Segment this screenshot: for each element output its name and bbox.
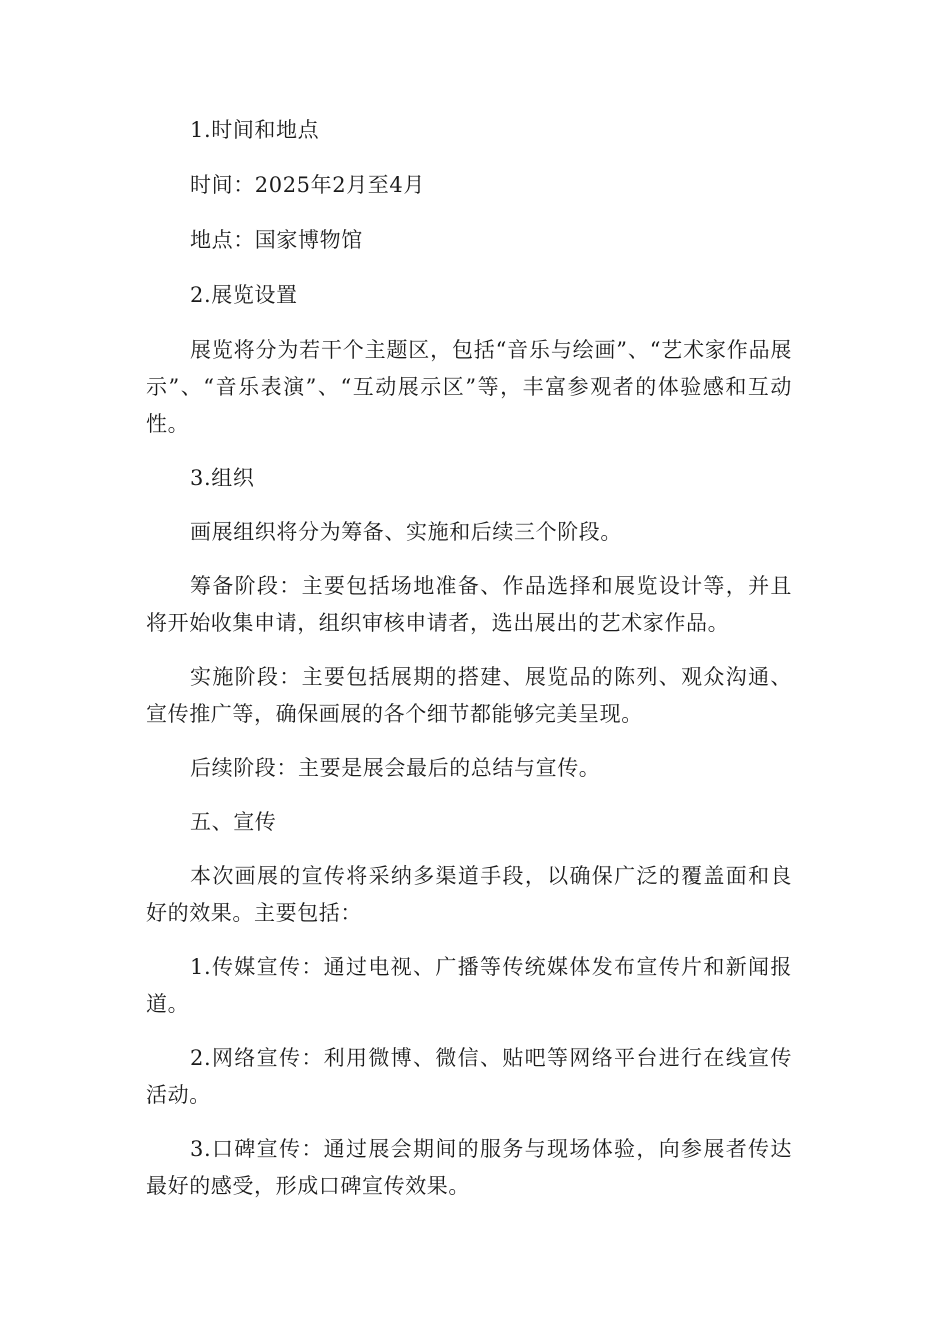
organization-paragraph: 画展组织将分为筹备、实施和后续三个阶段。 xyxy=(190,520,622,544)
media-promotion-paragraph: 1.传媒宣传：通过电视、广播等传统媒体发布宣传片和新闻报道。 xyxy=(146,955,792,1016)
exhibition-setup-paragraph: 展览将分为若干个主题区，包括“音乐与绘画”、“艺术家作品展示”、“音乐表演”、“互动展示区”等，丰富参观者的体验感和互动性。 xyxy=(146,338,792,436)
heading-promotion: 五、宣传 xyxy=(190,810,277,834)
preparation-stage-paragraph: 筹备阶段：主要包括场地准备、作品选择和展览设计等，并且将开始收集申请，组织审核申请者，选出展出的艺术家作品。 xyxy=(146,574,792,635)
location-line: 地点：国家博物馆 xyxy=(190,228,363,252)
follow-up-stage-paragraph: 后续阶段：主要是展会最后的总结与宣传。 xyxy=(190,756,601,780)
online-promotion-paragraph: 2.网络宣传：利用微博、微信、贴吧等网络平台进行在线宣传活动。 xyxy=(146,1046,792,1107)
promotion-intro-paragraph: 本次画展的宣传将采纳多渠道手段，以确保广泛的覆盖面和良好的效果。主要包括： xyxy=(146,864,792,925)
heading-organization: 3.组织 xyxy=(190,466,255,490)
implementation-stage-paragraph: 实施阶段：主要包括展期的搭建、展览品的陈列、观众沟通、宣传推广等，确保画展的各个细节都能够完美呈现。 xyxy=(146,665,792,726)
heading-time-location: 1.时间和地点 xyxy=(190,118,320,142)
word-of-mouth-paragraph: 3.口碑宣传：通过展会期间的服务与现场体验，向参展者传达最好的感受，形成口碑宣传效果。 xyxy=(146,1137,792,1198)
document-body xyxy=(146,112,792,1205)
time-line: 时间：2025年2月至4月 xyxy=(190,173,425,197)
heading-exhibition-setup: 2.展览设置 xyxy=(190,283,298,307)
